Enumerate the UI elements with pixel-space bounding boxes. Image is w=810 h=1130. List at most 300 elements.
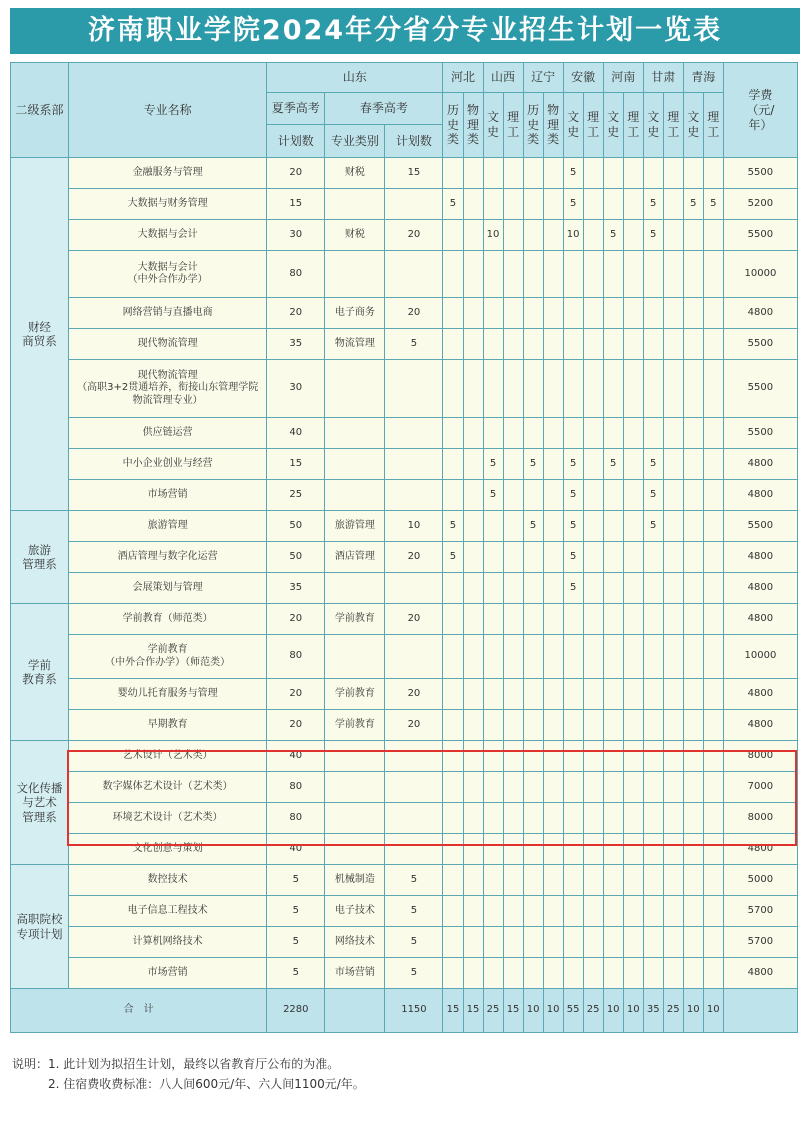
- province-plan-cell: [663, 927, 683, 958]
- province-plan-cell: [543, 542, 563, 573]
- province-plan-cell: [503, 679, 523, 710]
- province-plan-cell: [603, 958, 623, 989]
- province-plan-cell: [523, 329, 543, 360]
- province-plan-cell: [583, 604, 603, 635]
- major-name-cell: 现代物流管理 （高职3+2贯通培养，衔接山东管理学院 物流管理专业）: [69, 360, 267, 418]
- province-plan-cell: [523, 803, 543, 834]
- province-plan-cell: [703, 679, 723, 710]
- province-plan-cell: [443, 741, 463, 772]
- table-row: [11, 604, 798, 635]
- province-plan-cell: [463, 604, 483, 635]
- province-plan-cell: 5: [563, 573, 583, 604]
- province-plan-cell: [523, 741, 543, 772]
- summer-plan-cell: 5: [267, 927, 325, 958]
- province-header: 安徽: [563, 63, 603, 93]
- province-plan-cell: [523, 418, 543, 449]
- province-plan-cell: [623, 573, 643, 604]
- province-plan-cell: [563, 741, 583, 772]
- summer-plan-cell: 15: [267, 449, 325, 480]
- province-plan-cell: [503, 360, 523, 418]
- fee-cell: 5500: [723, 329, 797, 360]
- province-plan-cell: [703, 865, 723, 896]
- province-plan-cell: [603, 511, 623, 542]
- spring-category-cell: [325, 635, 385, 679]
- total-label: 合 计: [11, 989, 267, 1033]
- province-plan-cell: 5: [643, 220, 663, 251]
- summer-plan-cell: 5: [267, 865, 325, 896]
- major-name-cell: 网络营销与直播电商: [69, 298, 267, 329]
- province-plan-cell: [523, 635, 543, 679]
- province-plan-cell: [583, 511, 603, 542]
- province-plan-cell: [583, 834, 603, 865]
- spring-plan-cell: [385, 189, 443, 220]
- province-plan-cell: [703, 896, 723, 927]
- province-plan-cell: [483, 958, 503, 989]
- summer-plan-cell: 20: [267, 298, 325, 329]
- province-plan-cell: [483, 803, 503, 834]
- province-plan-cell: [623, 542, 643, 573]
- fee-cell: 10000: [723, 635, 797, 679]
- fee-cell: 5500: [723, 220, 797, 251]
- province-plan-cell: 5: [643, 189, 663, 220]
- fee-cell: 4800: [723, 480, 797, 511]
- province-plan-cell: 5: [643, 511, 663, 542]
- province-plan-cell: [703, 480, 723, 511]
- fee-cell: 5700: [723, 896, 797, 927]
- province-plan-cell: [543, 635, 563, 679]
- total-province-plan: 10: [623, 989, 643, 1033]
- total-spring-plan: 1150: [385, 989, 443, 1033]
- province-plan-cell: 5: [563, 542, 583, 573]
- province-plan-cell: 5: [483, 480, 503, 511]
- spring-plan-cell: 20: [385, 710, 443, 741]
- spring-category-cell: 网络技术: [325, 927, 385, 958]
- province-plan-cell: [623, 710, 643, 741]
- province-plan-cell: [563, 251, 583, 298]
- province-plan-cell: [603, 741, 623, 772]
- province-plan-cell: [463, 329, 483, 360]
- spring-category-cell: 学前教育: [325, 679, 385, 710]
- province-plan-cell: [603, 360, 623, 418]
- province-plan-cell: [643, 158, 663, 189]
- spring-category-cell: [325, 480, 385, 511]
- province-plan-cell: [543, 772, 563, 803]
- province-plan-cell: [463, 927, 483, 958]
- province-plan-cell: [443, 329, 463, 360]
- table-row: [11, 741, 798, 772]
- province-plan-cell: [643, 679, 663, 710]
- total-row: [11, 989, 798, 1033]
- province-header: 辽宁: [523, 63, 563, 93]
- province-plan-cell: 5: [563, 511, 583, 542]
- spring-plan-cell: 5: [385, 896, 443, 927]
- spring-category-cell: [325, 573, 385, 604]
- province-plan-cell: [703, 511, 723, 542]
- spring-category-cell: 电子商务: [325, 298, 385, 329]
- province-plan-cell: 5: [563, 189, 583, 220]
- major-name-cell: 市场营销: [69, 480, 267, 511]
- province-plan-cell: [483, 251, 503, 298]
- subject-header: 物理类: [463, 93, 483, 158]
- province-plan-cell: [583, 679, 603, 710]
- province-plan-cell: [703, 418, 723, 449]
- total-province-plan: 25: [583, 989, 603, 1033]
- page-title: 济南职业学院2024年分省分专业招生计划一览表: [10, 8, 800, 54]
- province-plan-cell: [623, 958, 643, 989]
- spring-category-cell: [325, 741, 385, 772]
- major-name-cell: 婴幼儿托育服务与管理: [69, 679, 267, 710]
- province-plan-cell: [683, 741, 703, 772]
- province-plan-cell: [623, 298, 643, 329]
- province-plan-cell: [463, 542, 483, 573]
- table-row: [11, 480, 798, 511]
- spring-category-cell: [325, 360, 385, 418]
- province-plan-cell: [463, 635, 483, 679]
- province-plan-cell: [603, 927, 623, 958]
- province-plan-cell: [703, 772, 723, 803]
- fee-cell: 4800: [723, 958, 797, 989]
- province-plan-cell: [663, 573, 683, 604]
- province-plan-cell: [623, 220, 643, 251]
- province-plan-cell: [463, 896, 483, 927]
- province-header: 山西: [483, 63, 523, 93]
- province-plan-cell: 5: [483, 449, 503, 480]
- province-plan-cell: [543, 360, 563, 418]
- province-plan-cell: [463, 834, 483, 865]
- province-plan-cell: [623, 927, 643, 958]
- province-plan-cell: [463, 251, 483, 298]
- province-plan-cell: [583, 927, 603, 958]
- province-plan-cell: [623, 896, 643, 927]
- spring-plan-cell: 5: [385, 329, 443, 360]
- province-plan-cell: [663, 679, 683, 710]
- province-plan-cell: [683, 360, 703, 418]
- province-plan-cell: [623, 635, 643, 679]
- province-plan-cell: [643, 360, 663, 418]
- province-plan-cell: [443, 298, 463, 329]
- table-row: [11, 220, 798, 251]
- subject-header: 文史: [483, 93, 503, 158]
- province-plan-cell: [543, 251, 563, 298]
- summer-plan-cell: 35: [267, 329, 325, 360]
- table-footer: [11, 989, 798, 1033]
- province-plan-cell: [663, 511, 683, 542]
- table-header: [11, 63, 798, 158]
- table-row: [11, 896, 798, 927]
- subject-header: 理工: [703, 93, 723, 158]
- spring-plan-cell: [385, 480, 443, 511]
- major-name-cell: 学前教育 （中外合作办学）（师范类）: [69, 635, 267, 679]
- province-plan-cell: [643, 635, 663, 679]
- subject-header: 物理类: [543, 93, 563, 158]
- fee-cell: 5500: [723, 418, 797, 449]
- province-plan-cell: [623, 511, 643, 542]
- province-plan-cell: [483, 360, 503, 418]
- province-plan-cell: [703, 635, 723, 679]
- province-plan-cell: [583, 896, 603, 927]
- spring-category-cell: 学前教育: [325, 604, 385, 635]
- province-plan-cell: [443, 865, 463, 896]
- province-plan-cell: [543, 927, 563, 958]
- table-row: [11, 710, 798, 741]
- province-plan-cell: [463, 958, 483, 989]
- province-plan-cell: [543, 710, 563, 741]
- province-plan-cell: [603, 189, 623, 220]
- province-plan-cell: [643, 418, 663, 449]
- spring-plan-cell: [385, 360, 443, 418]
- province-plan-cell: [463, 710, 483, 741]
- spring-plan-cell: 15: [385, 158, 443, 189]
- major-name-cell: 学前教育（师范类）: [69, 604, 267, 635]
- province-header: 甘肃: [643, 63, 683, 93]
- province-plan-cell: [483, 604, 503, 635]
- province-plan-cell: [663, 251, 683, 298]
- province-plan-cell: [623, 158, 643, 189]
- province-plan-cell: [563, 772, 583, 803]
- province-plan-cell: [683, 710, 703, 741]
- major-name-cell: 数控技术: [69, 865, 267, 896]
- province-plan-cell: [603, 679, 623, 710]
- summer-plan-cell: 25: [267, 480, 325, 511]
- province-plan-cell: [623, 329, 643, 360]
- table-row: [11, 542, 798, 573]
- province-plan-cell: [563, 329, 583, 360]
- province-plan-cell: [683, 958, 703, 989]
- subject-header: 历史类: [523, 93, 543, 158]
- major-name-cell: 数字媒体艺术设计（艺术类）: [69, 772, 267, 803]
- province-plan-cell: [543, 958, 563, 989]
- province-plan-cell: [703, 329, 723, 360]
- subject-header: 理工: [583, 93, 603, 158]
- province-plan-cell: [603, 158, 623, 189]
- province-header: 河南: [603, 63, 643, 93]
- province-plan-cell: [463, 418, 483, 449]
- subject-header: 文史: [643, 93, 663, 158]
- province-plan-cell: [543, 741, 563, 772]
- table-row: [11, 635, 798, 679]
- province-plan-cell: [483, 329, 503, 360]
- province-plan-cell: [643, 604, 663, 635]
- category-header: 专业类别: [325, 125, 385, 158]
- spring-category-cell: [325, 418, 385, 449]
- major-name-cell: 金融服务与管理: [69, 158, 267, 189]
- province-plan-cell: [643, 329, 663, 360]
- table-row: [11, 449, 798, 480]
- province-plan-cell: [663, 360, 683, 418]
- summer-plan-cell: 20: [267, 604, 325, 635]
- total-province-plan: 55: [563, 989, 583, 1033]
- province-plan-cell: [703, 604, 723, 635]
- province-plan-cell: [703, 710, 723, 741]
- province-plan-cell: [503, 449, 523, 480]
- province-plan-cell: 5: [603, 449, 623, 480]
- province-plan-cell: [483, 298, 503, 329]
- province-plan-cell: [543, 604, 563, 635]
- province-plan-cell: [583, 329, 603, 360]
- province-plan-cell: [643, 958, 663, 989]
- province-plan-cell: [583, 741, 603, 772]
- province-plan-cell: [683, 251, 703, 298]
- summer-plan-cell: 30: [267, 360, 325, 418]
- fee-cell: 5200: [723, 189, 797, 220]
- fee-cell: 4800: [723, 604, 797, 635]
- province-plan-cell: [663, 604, 683, 635]
- fee-cell: 4800: [723, 449, 797, 480]
- province-plan-cell: [623, 251, 643, 298]
- table-row: [11, 360, 798, 418]
- spring-category-cell: [325, 251, 385, 298]
- dept-cell: 财经 商贸系: [11, 158, 69, 511]
- total-province-plan: 15: [443, 989, 463, 1033]
- province-plan-cell: [443, 803, 463, 834]
- province-plan-cell: [663, 958, 683, 989]
- fee-cell: 10000: [723, 251, 797, 298]
- province-plan-cell: [483, 418, 503, 449]
- summer-plan-cell: 5: [267, 958, 325, 989]
- total-province-plan: 10: [603, 989, 623, 1033]
- province-plan-cell: [563, 604, 583, 635]
- province-plan-cell: [463, 360, 483, 418]
- province-plan-cell: [703, 958, 723, 989]
- province-plan-cell: [603, 251, 623, 298]
- spring-plan-cell: [385, 803, 443, 834]
- province-plan-cell: [523, 360, 543, 418]
- province-plan-cell: [683, 865, 703, 896]
- province-plan-cell: [583, 360, 603, 418]
- dept-cell: 学前 教育系: [11, 604, 69, 741]
- province-plan-cell: [643, 772, 663, 803]
- province-plan-cell: [603, 772, 623, 803]
- province-plan-cell: [663, 803, 683, 834]
- major-header: 专业名称: [69, 63, 267, 158]
- spring-plan-cell: [385, 573, 443, 604]
- plan-count-header: 计划数: [267, 125, 325, 158]
- province-plan-cell: [623, 865, 643, 896]
- province-plan-cell: [503, 741, 523, 772]
- major-name-cell: 艺术设计（艺术类）: [69, 741, 267, 772]
- province-plan-cell: [683, 511, 703, 542]
- spring-plan-cell: [385, 418, 443, 449]
- province-plan-cell: [683, 449, 703, 480]
- province-plan-cell: [503, 635, 523, 679]
- spring-category-cell: 市场营销: [325, 958, 385, 989]
- province-plan-cell: [443, 604, 463, 635]
- major-name-cell: 现代物流管理: [69, 329, 267, 360]
- summer-plan-cell: 20: [267, 710, 325, 741]
- spring-plan-cell: 5: [385, 927, 443, 958]
- province-plan-cell: [523, 896, 543, 927]
- province-plan-cell: [683, 573, 703, 604]
- total-spring-category: [325, 989, 385, 1033]
- province-plan-cell: [563, 360, 583, 418]
- province-plan-cell: [583, 189, 603, 220]
- spring-category-cell: [325, 449, 385, 480]
- spring-category-cell: 电子技术: [325, 896, 385, 927]
- province-plan-cell: [543, 418, 563, 449]
- spring-plan-cell: 20: [385, 298, 443, 329]
- province-plan-cell: 5: [703, 189, 723, 220]
- province-plan-cell: [503, 803, 523, 834]
- province-plan-cell: [443, 710, 463, 741]
- total-summer-plan: 2280: [267, 989, 325, 1033]
- summer-plan-cell: 40: [267, 834, 325, 865]
- major-name-cell: 大数据与会计 （中外合作办学）: [69, 251, 267, 298]
- province-plan-cell: [683, 679, 703, 710]
- subject-header: 文史: [683, 93, 703, 158]
- note-line-2: 2. 住宿费收费标准：八人间600元/年、六人间1100元/年。: [48, 1077, 365, 1091]
- table-row: [11, 418, 798, 449]
- province-plan-cell: [543, 511, 563, 542]
- province-plan-cell: [523, 958, 543, 989]
- spring-category-cell: 机械制造: [325, 865, 385, 896]
- province-plan-cell: [583, 158, 603, 189]
- province-plan-cell: [583, 772, 603, 803]
- province-plan-cell: [443, 480, 463, 511]
- province-plan-cell: [663, 480, 683, 511]
- province-plan-cell: [663, 449, 683, 480]
- spring-category-cell: 学前教育: [325, 710, 385, 741]
- province-plan-cell: [443, 635, 463, 679]
- province-plan-cell: [623, 604, 643, 635]
- province-plan-cell: [643, 803, 663, 834]
- spring-category-cell: [325, 803, 385, 834]
- province-plan-cell: [583, 298, 603, 329]
- province-plan-cell: [543, 449, 563, 480]
- province-plan-cell: [563, 896, 583, 927]
- spring-plan-cell: 20: [385, 604, 443, 635]
- province-plan-cell: 5: [603, 220, 623, 251]
- summer-plan-cell: 20: [267, 158, 325, 189]
- table-row: [11, 329, 798, 360]
- fee-cell: 5500: [723, 360, 797, 418]
- province-plan-cell: [443, 927, 463, 958]
- major-name-cell: 大数据与会计: [69, 220, 267, 251]
- summer-plan-cell: 35: [267, 573, 325, 604]
- province-plan-cell: [643, 298, 663, 329]
- province-plan-cell: [703, 573, 723, 604]
- province-plan-cell: [523, 480, 543, 511]
- province-plan-cell: [703, 449, 723, 480]
- province-plan-cell: 5: [643, 449, 663, 480]
- province-plan-cell: [483, 189, 503, 220]
- province-plan-cell: 5: [443, 542, 463, 573]
- province-plan-cell: [663, 189, 683, 220]
- subject-header: 文史: [603, 93, 623, 158]
- province-plan-cell: [563, 710, 583, 741]
- province-plan-cell: [683, 834, 703, 865]
- fee-cell: 4800: [723, 573, 797, 604]
- province-plan-cell: [703, 542, 723, 573]
- province-plan-cell: [543, 220, 563, 251]
- province-plan-cell: [503, 896, 523, 927]
- province-plan-cell: [463, 158, 483, 189]
- spring-category-cell: 财税: [325, 220, 385, 251]
- province-plan-cell: [623, 449, 643, 480]
- province-plan-cell: [663, 298, 683, 329]
- province-plan-cell: [523, 604, 543, 635]
- province-plan-cell: [683, 298, 703, 329]
- summer-plan-cell: 5: [267, 896, 325, 927]
- dept-cell: 旅游 管理系: [11, 511, 69, 604]
- province-plan-cell: [503, 710, 523, 741]
- province-header: 河北: [443, 63, 483, 93]
- province-plan-cell: 5: [443, 511, 463, 542]
- table-row: [11, 958, 798, 989]
- enrollment-plan-table: [10, 62, 798, 1033]
- province-plan-cell: [463, 741, 483, 772]
- province-plan-cell: [543, 865, 563, 896]
- province-plan-cell: [623, 189, 643, 220]
